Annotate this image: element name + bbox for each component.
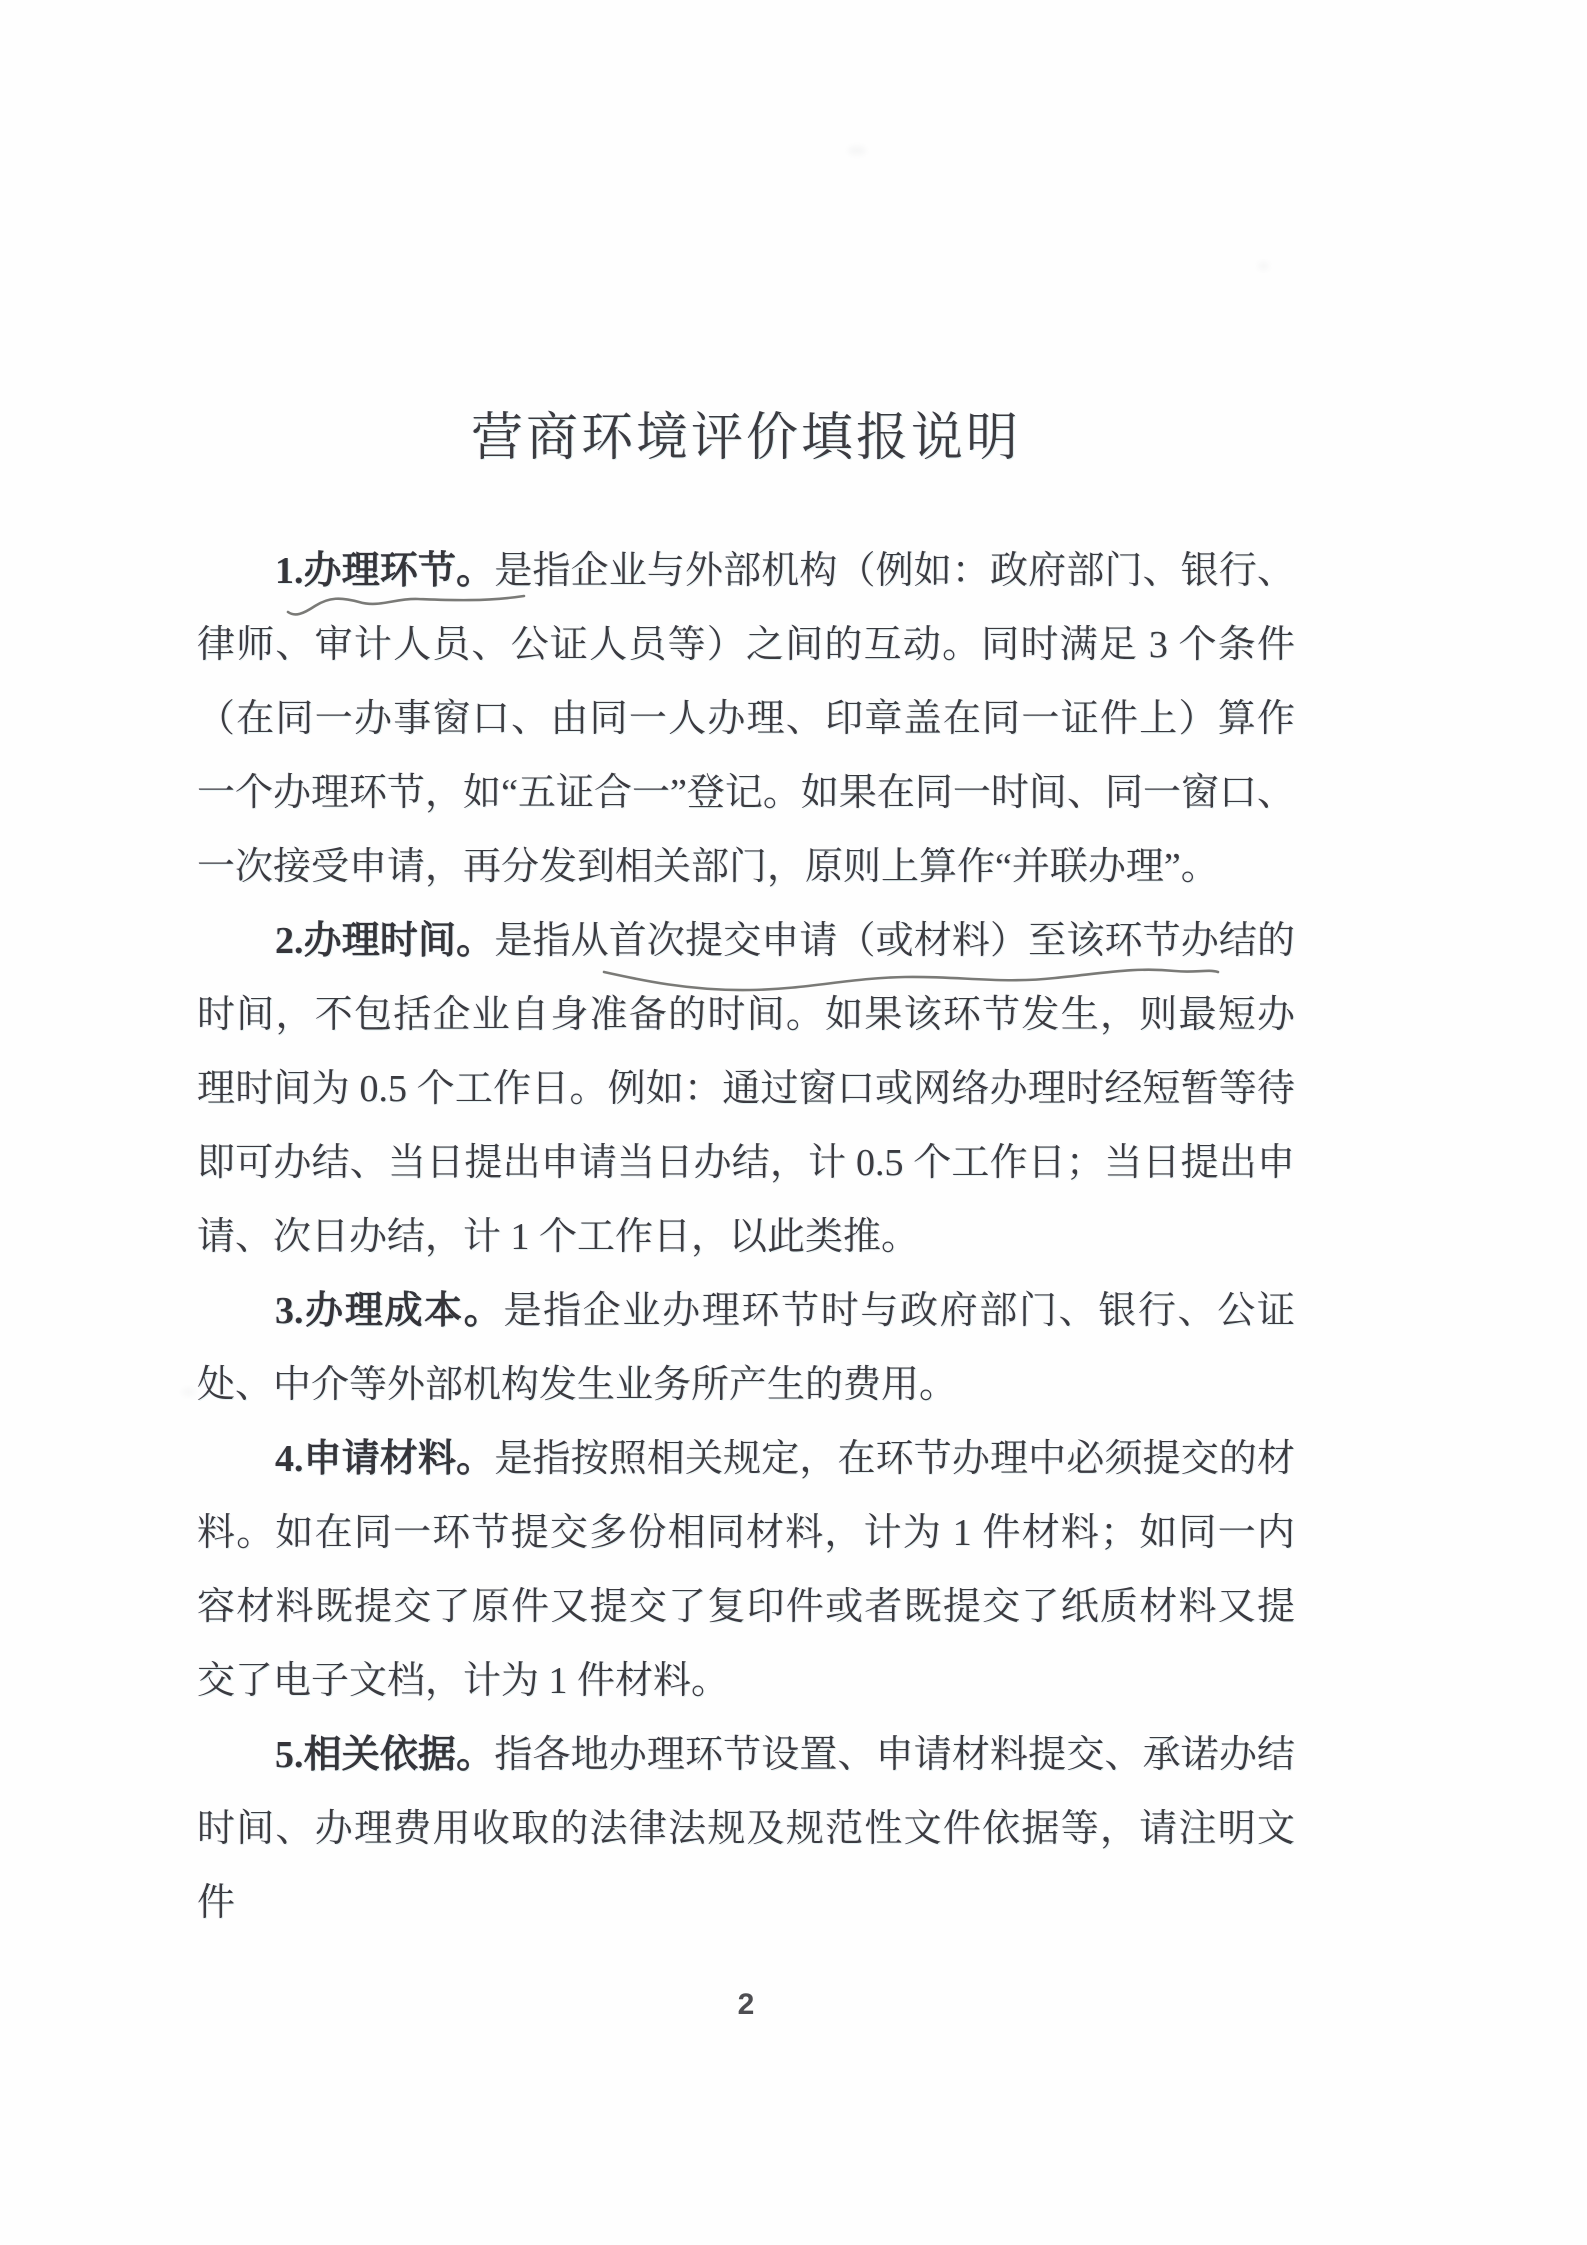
document-body bbox=[197, 534, 1295, 1940]
paragraph-1 bbox=[197, 534, 1295, 904]
paragraph-2-heading: 2.办理时间。 bbox=[275, 920, 495, 962]
scan-smudge bbox=[182, 1388, 195, 1396]
page-number: 2 bbox=[737, 1988, 755, 2021]
paragraph-5 bbox=[197, 1718, 1295, 1940]
scan-smudge bbox=[848, 146, 866, 155]
paragraph-5-heading: 5.相关依据。 bbox=[275, 1734, 495, 1776]
scan-smudge bbox=[1258, 262, 1269, 270]
paragraph-2 bbox=[197, 904, 1295, 1274]
paragraph-4-heading: 4.申请材料。 bbox=[275, 1438, 495, 1480]
page-title: 营商环境评价填报说明 bbox=[470, 410, 1021, 467]
paragraph-1-text: 是指企业与外部机构（例如：政府部门、银行、律师、审计人员、公证人员等）之间的互动。同时满足 3 个条件（在同一办事窗口、由同一人办理、印章盖在同一证件上）算作一个办理环节，如“五证合一”登记。如果在同一时间、同一窗口、一次接受申请，再分发到相关部门，原则上算作“并联办理”。 bbox=[197, 550, 1295, 888]
paragraph-4 bbox=[197, 1422, 1295, 1718]
paragraph-3-text: 是指企业办理环节时与政府部门、银行、公证处、中介等外部机构发生业务所产生的费用。 bbox=[197, 1290, 1295, 1406]
paragraph-2-text: 是指从首次提交申请（或材料）至该环节办结的时间，不包括企业自身准备的时间。如果该环节发生，则最短办理时间为 0.5 个工作日。例如：通过窗口或网络办理时经短暂等待即可办结、当日提出申请当日办结，计 0.5 个工作日；当日提出申请、次日办结，计 1 个工作日，以此类推。 bbox=[197, 920, 1295, 1258]
paragraph-4-text: 是指按照相关规定，在环节办理中必须提交的材料。如在同一环节提交多份相同材料，计为 1 件材料；如同一内容材料既提交了原件又提交了复印件或者既提交了纸质材料又提交了电子文档，计为 1 件材料。 bbox=[197, 1438, 1295, 1702]
paragraph-3 bbox=[197, 1274, 1295, 1422]
paragraph-3-heading: 3.办理成本。 bbox=[275, 1290, 504, 1332]
paragraph-1-heading: 1.办理环节。 bbox=[275, 550, 495, 592]
paragraph-5-text: 指各地办理环节设置、申请材料提交、承诺办结时间、办理费用收取的法律法规及规范性文件依据等，请注明文件 bbox=[197, 1734, 1295, 1924]
